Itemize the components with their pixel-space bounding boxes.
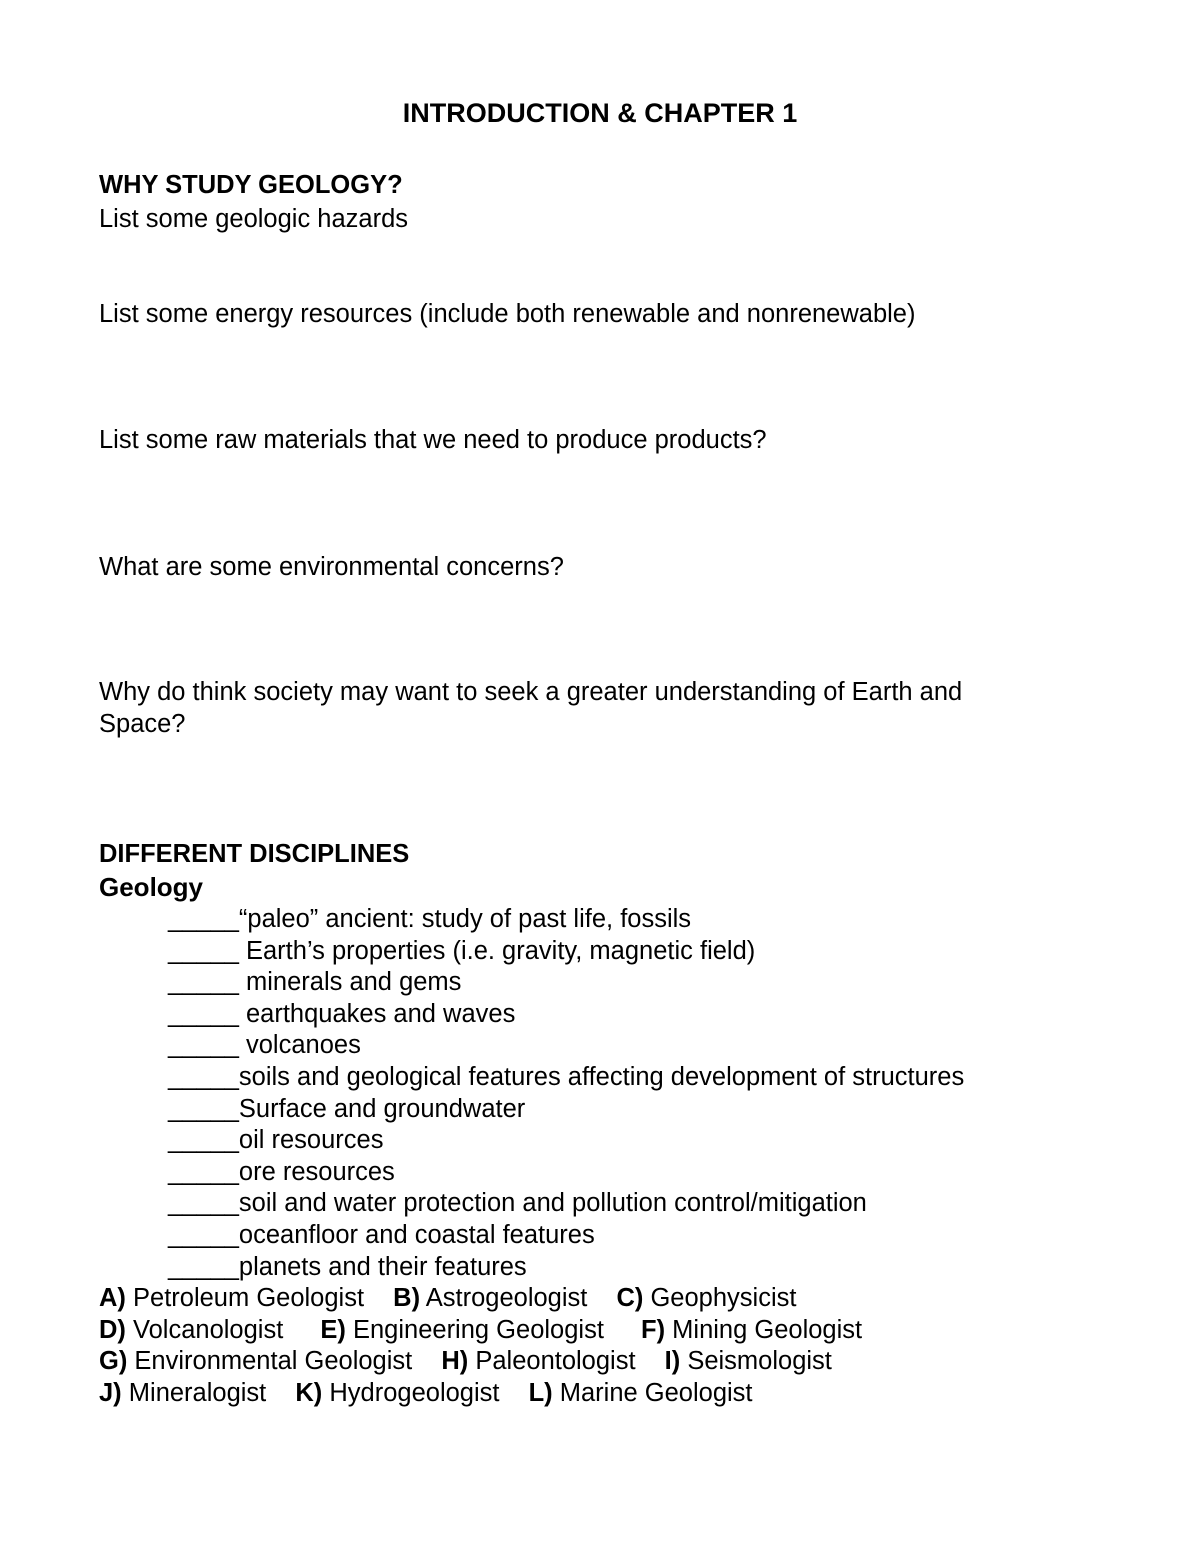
question-environmental-concerns: What are some environmental concerns? [99, 553, 564, 581]
choice-letter: I) [664, 1347, 681, 1376]
choice-text: Geophysicist [650, 1284, 797, 1312]
question-geologic-hazards: List some geologic hazards [99, 205, 409, 233]
answer-choice [665, 1346, 832, 1378]
choice-text: Seismologist [687, 1347, 832, 1376]
choice-letter: H) [441, 1347, 469, 1376]
matching-item: _____oceanfloor and coastal features [168, 1220, 595, 1249]
choice-letter: F) [641, 1315, 666, 1344]
choice-letter: A) [99, 1284, 126, 1312]
choice-text: Hydrogeologist [329, 1378, 500, 1407]
answer-choice-row [99, 1378, 884, 1410]
answer-choice [441, 1346, 635, 1378]
answer-choices [99, 1283, 884, 1409]
subheading-geology: Geology [99, 872, 204, 902]
page-title: INTRODUCTION & CHAPTER 1 [402, 98, 798, 128]
choice-letter: G) [99, 1347, 128, 1376]
matching-item: _____“paleo” ancient: study of past life, fossils [168, 905, 692, 933]
matching-item: _____ earthquakes and waves [168, 999, 516, 1028]
matching-item: _____ volcanoes [168, 1031, 361, 1060]
answer-choice [616, 1283, 796, 1315]
choice-text: Environmental Geologist [134, 1347, 413, 1376]
choice-letter: K) [295, 1378, 323, 1407]
question-raw-materials: List some raw materials that we need to produce products? [99, 426, 767, 454]
choice-text: Engineering Geologist [352, 1315, 604, 1344]
choice-letter: E) [320, 1315, 346, 1344]
choice-letter: B) [393, 1284, 421, 1312]
answer-choice [99, 1378, 266, 1410]
answer-choice [320, 1315, 604, 1347]
answer-choice [99, 1315, 283, 1347]
answer-choice [295, 1378, 499, 1410]
answer-choice-row [99, 1315, 884, 1347]
answer-choice [99, 1346, 412, 1378]
section-heading-disciplines: DIFFERENT DISCIPLINES [99, 840, 410, 868]
answer-choice-row [99, 1283, 884, 1315]
answer-choice-row [99, 1346, 884, 1378]
choice-text: Astrogeologist [425, 1284, 588, 1312]
choice-letter: L) [528, 1378, 553, 1407]
choice-text: Petroleum Geologist [133, 1284, 365, 1312]
answer-choice [99, 1283, 364, 1315]
discipline-matching-list [168, 904, 964, 1283]
matching-item: _____ore resources [168, 1157, 395, 1186]
matching-item: _____soil and water protection and pollution control/mitigation [168, 1189, 867, 1218]
question-energy-resources: List some energy resources (include both renewable and nonrenewable) [99, 300, 916, 328]
choice-text: Marine Geologist [559, 1378, 753, 1407]
choice-text: Mineralogist [128, 1378, 267, 1407]
answer-choice [529, 1378, 753, 1410]
matching-item: _____ Earth’s properties (i.e. gravity, magnetic field) [168, 936, 756, 965]
choice-letter: C) [616, 1284, 644, 1312]
answer-choice [641, 1315, 862, 1347]
question-society-understanding: Why do think society may want to seek a greater understanding of Earth and Space? [99, 678, 963, 738]
matching-item: _____oil resources [168, 1126, 384, 1155]
matching-item: _____ minerals and gems [168, 968, 462, 997]
matching-item: _____planets and their features [168, 1252, 527, 1281]
answer-choice [393, 1283, 587, 1315]
choice-letter: D) [99, 1315, 126, 1344]
matching-item: _____soils and geological features affecting development of structures [168, 1062, 965, 1091]
choice-text: Mining Geologist [672, 1315, 863, 1344]
choice-letter: J) [99, 1378, 122, 1407]
choice-text: Paleontologist [475, 1347, 636, 1376]
choice-text: Volcanologist [133, 1315, 284, 1344]
section-heading-why-study: WHY STUDY GEOLOGY? [99, 171, 403, 199]
matching-item: _____Surface and groundwater [168, 1094, 526, 1123]
